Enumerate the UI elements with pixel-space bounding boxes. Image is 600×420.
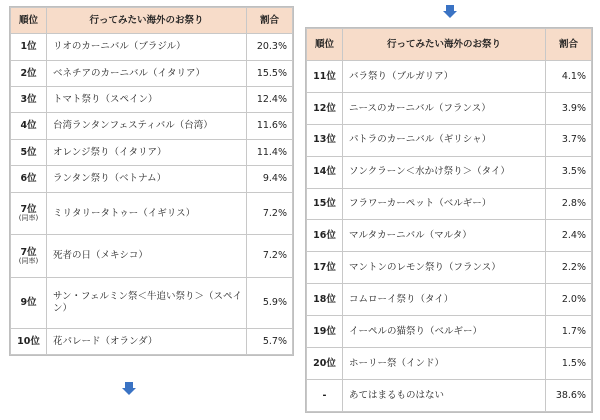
header-festival: 行ってみたい海外のお祭り [343, 29, 546, 61]
header-rank: 順位 [307, 29, 343, 61]
rank-label: 19位 [307, 316, 343, 348]
rank-cell [11, 328, 47, 354]
percentage-value: 7.2% [247, 192, 293, 235]
festival-name: 花パレード（オランダ） [47, 328, 247, 354]
percentage-value: 3.7% [546, 124, 592, 156]
festival-name: ホーリー祭（インド） [343, 348, 546, 380]
rank-label: 4位 [20, 120, 37, 132]
rank-label: 12位 [307, 92, 343, 124]
rank-cell [11, 277, 47, 328]
header-percentage: 割合 [247, 8, 293, 34]
ranking-table-11-20 [305, 27, 593, 413]
table-row [11, 113, 293, 139]
festival-name: ニースのカーニバル（フランス） [343, 92, 546, 124]
festival-name: フラワーカーペット（ベルギー） [343, 188, 546, 220]
table-header-row [307, 29, 592, 61]
rank-label: 5位 [20, 146, 37, 158]
rank-label: 15位 [307, 188, 343, 220]
percentage-value: 12.4% [247, 87, 293, 113]
percentage-value: 9.4% [247, 166, 293, 192]
rank-label: 7位 [20, 203, 37, 215]
table-row [307, 220, 592, 252]
festival-name: リオのカーニバル（ブラジル） [47, 34, 247, 60]
table-row [307, 124, 592, 156]
rank-label: 20位 [307, 348, 343, 380]
percentage-value: 2.4% [546, 220, 592, 252]
table-row [307, 379, 592, 411]
festival-name: マントンのレモン祭り（フランス） [343, 252, 546, 284]
festival-name: マルタカーニバル（マルタ） [343, 220, 546, 252]
festival-name: 死者の日（メキシコ） [47, 235, 247, 278]
table-row [307, 156, 592, 188]
rank-label: 10位 [17, 335, 40, 347]
festival-name: ランタン祭り（ベトナム） [47, 166, 247, 192]
rank-label: 7位 [20, 246, 37, 258]
rank-label: 1位 [20, 41, 37, 53]
table-row [307, 348, 592, 380]
festival-name: オレンジ祭り（イタリア） [47, 139, 247, 165]
percentage-value: 2.0% [546, 284, 592, 316]
percentage-value: 7.2% [247, 235, 293, 278]
header-festival: 行ってみたい海外のお祭り [47, 8, 247, 34]
festival-name: バラ祭り（ブルガリア） [343, 60, 546, 92]
arrow-down-icon [443, 11, 457, 18]
percentage-value: 4.1% [546, 60, 592, 92]
festival-name: あてはまるものはない [343, 379, 546, 411]
rank-cell [11, 34, 47, 60]
festival-name: サン・フェルミン祭＜牛追い祭り＞（スペイン） [47, 277, 247, 328]
percentage-value: 11.6% [247, 113, 293, 139]
ranking-table-top-10 [9, 6, 294, 356]
festival-name: コムローイ祭り（タイ） [343, 284, 546, 316]
percentage-value: 38.6% [546, 379, 592, 411]
rank-label: 18位 [307, 284, 343, 316]
rank-cell [11, 192, 47, 235]
rank-label: 13位 [307, 124, 343, 156]
table-row [307, 92, 592, 124]
rank-label: 2位 [20, 67, 37, 79]
festival-name: 台湾ランタンフェスティバル（台湾） [47, 113, 247, 139]
percentage-value: 2.8% [546, 188, 592, 220]
table-row [11, 87, 293, 113]
table-row [11, 192, 293, 235]
rank-label: 9位 [20, 297, 37, 309]
header-percentage: 割合 [546, 29, 592, 61]
percentage-value: 11.4% [247, 139, 293, 165]
percentage-value: 3.9% [546, 92, 592, 124]
percentage-value: 1.7% [546, 316, 592, 348]
rank-label: 3位 [20, 94, 37, 106]
rank-cell [11, 235, 47, 278]
table-row [11, 139, 293, 165]
table-row [11, 328, 293, 354]
table-row [307, 284, 592, 316]
rank-label: - [307, 379, 343, 411]
rank-label: 6位 [20, 173, 37, 185]
festival-name: ミリタリータトゥー（イギリス） [47, 192, 247, 235]
percentage-value: 1.5% [546, 348, 592, 380]
festival-name: パトラのカーニバル（ギリシャ） [343, 124, 546, 156]
rank-label: 11位 [307, 60, 343, 92]
percentage-value: 20.3% [247, 34, 293, 60]
table-row [307, 188, 592, 220]
table-row [11, 277, 293, 328]
rank-cell [11, 60, 47, 86]
festival-name: イーペルの猫祭り（ベルギー） [343, 316, 546, 348]
table-row [11, 60, 293, 86]
table-row [11, 34, 293, 60]
rank-label: 16位 [307, 220, 343, 252]
header-rank: 順位 [11, 8, 47, 34]
table-header-row [11, 8, 293, 34]
festival-name: トマト祭り（スペイン） [47, 87, 247, 113]
table-row [11, 166, 293, 192]
tie-note: (同率) [18, 256, 39, 265]
arrow-down-icon [122, 388, 136, 395]
rank-cell [11, 166, 47, 192]
percentage-value: 2.2% [546, 252, 592, 284]
percentage-value: 15.5% [247, 60, 293, 86]
table-row [11, 235, 293, 278]
table-row [307, 252, 592, 284]
percentage-value: 5.7% [247, 328, 293, 354]
rank-cell [11, 113, 47, 139]
table-row [307, 60, 592, 92]
percentage-value: 5.9% [247, 277, 293, 328]
tie-note: (同率) [18, 214, 39, 223]
festival-name: ベネチアのカーニバル（イタリア） [47, 60, 247, 86]
rank-cell [11, 139, 47, 165]
table-row [307, 316, 592, 348]
percentage-value: 3.5% [546, 156, 592, 188]
rank-label: 17位 [307, 252, 343, 284]
festival-name: ソンクラーン＜水かけ祭り＞（タイ） [343, 156, 546, 188]
rank-label: 14位 [307, 156, 343, 188]
rank-cell [11, 87, 47, 113]
